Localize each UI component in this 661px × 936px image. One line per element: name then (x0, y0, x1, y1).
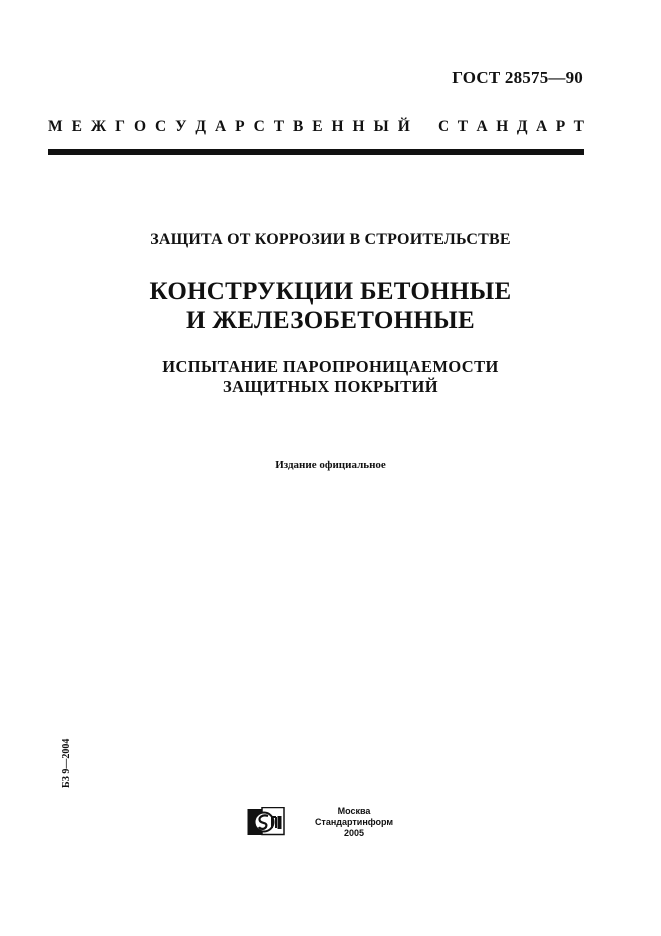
main-title-line-2: И ЖЕЛЕЗОБЕТОННЫЕ (186, 307, 475, 334)
header-rule (48, 149, 584, 155)
sub-title-line-2: ЗАЩИТНЫХ ПОКРЫТИЙ (222, 377, 439, 396)
publisher-imprint (299, 806, 409, 839)
publisher-year: 2005 (343, 828, 365, 838)
heading-letter: Н (496, 118, 509, 135)
publisher-name: Стандартинформ (314, 817, 394, 827)
heading-letter: Г (115, 118, 125, 135)
document-number: ГОСТ 28575—90 (452, 68, 583, 87)
heading-letter: У (175, 118, 187, 135)
standard-kind-word-2 (438, 118, 584, 136)
standard-kind-heading (48, 118, 584, 136)
main-title-line-1: КОНСТРУКЦИИ БЕТОННЫЕ (149, 278, 512, 305)
heading-letter: А (215, 118, 227, 135)
heading-letter: Т (273, 118, 285, 135)
heading-letter: Е (71, 118, 82, 135)
standard-kind-word-1 (48, 118, 410, 136)
heading-letter: Н (331, 118, 344, 135)
heading-letter: О (133, 118, 146, 135)
heading-letter: М (48, 118, 63, 135)
heading-letter: В (292, 118, 304, 135)
heading-letter: Ж (90, 118, 107, 135)
heading-letter: С (154, 118, 167, 135)
heading-letter: Н (352, 118, 365, 135)
heading-letter: Ы (373, 118, 389, 135)
heading-letter: А (535, 118, 548, 135)
heading-letter: Е (312, 118, 323, 135)
heading-letter: Р (555, 118, 566, 135)
sub-title (0, 357, 661, 397)
logo-graphic (247, 807, 285, 838)
heading-letter: С (438, 118, 450, 135)
heading-letter: А (476, 118, 488, 135)
edition-label: Издание официальное (275, 459, 386, 471)
heading-letter: Й (397, 118, 410, 135)
heading-letter: Т (573, 118, 584, 135)
series-title: ЗАЩИТА ОТ КОРРОЗИИ В СТРОИТЕЛЬСТВЕ (150, 231, 511, 248)
standartinform-logo-icon (247, 807, 285, 838)
publisher-city: Москва (337, 806, 371, 816)
heading-letter: С (253, 118, 265, 135)
heading-letter: Д (195, 118, 207, 135)
heading-letter: Т (457, 118, 469, 135)
side-code: БЗ 9—2004 (61, 738, 72, 788)
main-title (0, 277, 661, 335)
sub-title-line-1: ИСПЫТАНИЕ ПАРОПРОНИЦАЕМОСТИ (162, 357, 499, 376)
heading-letter: Д (516, 118, 528, 135)
heading-letter: Р (235, 118, 245, 135)
